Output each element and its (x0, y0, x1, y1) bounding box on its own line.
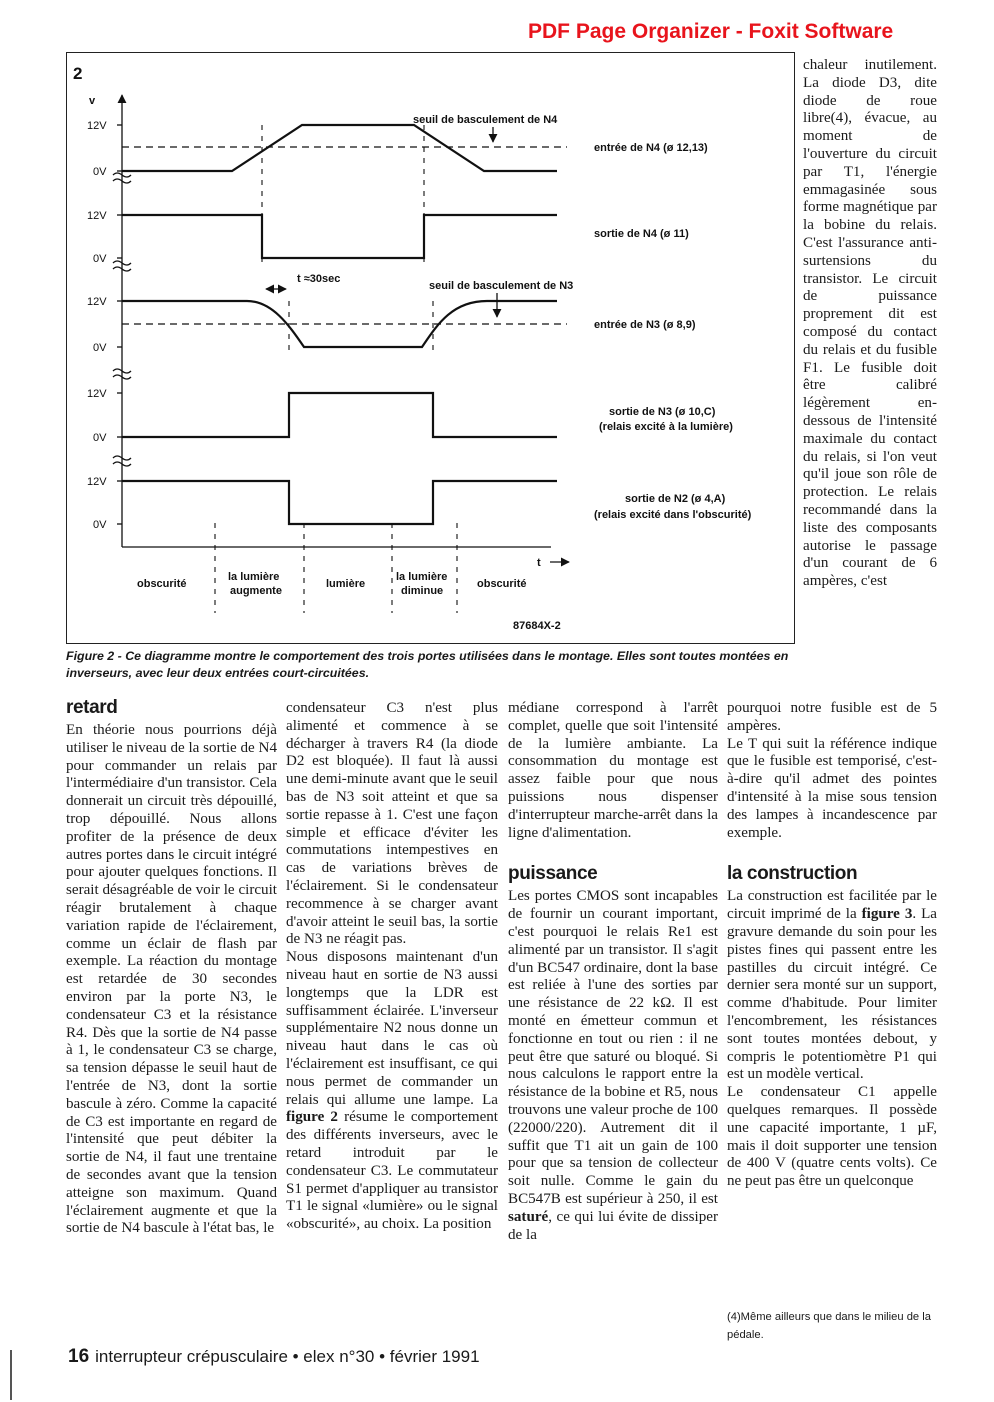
delay-label: t ≈30sec (297, 273, 341, 285)
phase-label-light-decreasing: la lumière (396, 571, 448, 583)
trace-sublabel-output-n2: (relais excité dans l'obscurité) (594, 509, 752, 521)
column-2 (286, 700, 498, 1234)
figure-caption: Figure 2 - Ce diagramme montre le comportement des trois portes utilisées dans le montage. Elles sont toutes montées en inverseurs, avec leur deux entrées court-circuitées. (66, 649, 789, 680)
paragraph: condensateur C3 n'est plus alimenté et commence à se décharger à travers R4 (la diode D2 est bloquée). Il faut là aussi une demi-minute avant que le seuil bas de N3 soit atteint et que sa sortie repasse à 1. C'est une façon simple et efficace d'éviter les commutations intempestives en cas de variations brèves de l'éclairement. Si le condensateur recommence à se charger avant d'avoir atteint le seuil bas, la sortie de N3 ne réagit pas. (286, 700, 498, 948)
threshold-n3-label: seuil de basculement de N3 (429, 280, 574, 292)
level-12v: 12V (87, 120, 107, 132)
paragraph: médiane correspond à l'arrêt complet, quelle que soit l'intensité de la lumière ambiante. La consommation du montage est assez faible pour que nous puissions nous dispenser d'interrupteur marche-arrêt dans la ligne d'alimentation. (508, 700, 718, 841)
column-1 (66, 696, 277, 1238)
figure-2-timing-diagram (66, 52, 795, 644)
phase-label-darkness: obscurité (477, 578, 527, 590)
figure-number: 2 (73, 64, 83, 83)
trace-input-n4 (122, 125, 557, 171)
paragraph: Le condensateur C1 appelle quelques remarques. Il possède une capacité importante, 1 µF, mais il doit supporter une tension de 400 V (quatre cents volts). Ce ne peut pas être un quelconque (727, 1084, 937, 1190)
trace-label-output-n3: sortie de N3 (ø 10,C) (609, 406, 716, 418)
level-12v: 12V (87, 476, 107, 488)
figure-reference-bold: figure 2 (286, 1109, 338, 1126)
level-0v: 0V (93, 519, 107, 531)
paragraph: Nous disposons maintenant d'un niveau haut en sortie de N3 aussi longtemps que la LDR est suffisamment éclairée. L'inverseur supplémentaire N2 nous donne un niveau haut dans le cas où l'éclairement est insuffisant, ce qui nous permet de commander un relais qui allume une lampe. La figure 2 résume le comportement des différents inverseurs, avec le retard introduit par le condensateur C3. Le commutateur S1 permet d'appliquer au transistor T1 le signal «lumière» ou le signal «obscurité», au choix. La position (286, 949, 499, 1233)
threshold-n4-label: seuil de basculement de N4 (413, 114, 558, 126)
column-4 (727, 700, 937, 1191)
paragraph: Les portes CMOS sont incapables de fournir un courant important, c'est pourquoi le relais Re1 est alimenté par un transistor. Il s'agit d'un BC547 ordinaire, dont la base est reliée à l'une des sorties par une résistance de 22 kΩ. Il est monté en émetteur commun et fonctionne en tout ou rien : il ne peut être que saturé ou bloqué. Si nous calculons le rapport entre la résistance de la bobine et R5, nous trouvons une valeur proche de 100 (22000/220). Autrement dit il suffit que T1 ait un gain de 100 pour que sa tension de collecteur soit nulle. Comme le gain du BC547B est supérieur à 250, il est saturé, ce qui lui évite de dissiper de la (508, 888, 718, 1243)
paragraph: chaleur inutilement. La diode D3, dite diode de roue libre(4), évacue, au moment de l'ouverture du circuit par T1, l'énergie emmagasinée sous forme magnétique par la bobine du relais. C'est l'assurance anti-surtensions du transistor. Le circuit de puissance proprement dit est composé du contact du relais et du fusible F1. Le fusible doit être calibré légèrement en-dessous de l'intensité maximale du contact du relais, si l'on veut qu'il joue son rôle de protection. Le relais recommandé dans la liste des composants autorise le passage d'un courant de 6 ampères, c'est (803, 57, 937, 590)
phase-label-light-increasing: la lumière (228, 571, 280, 583)
paragraph: En théorie nous pourrions déjà utiliser le niveau de la sortie de N4 pour commander un relais par l'intermédiaire d'un transistor. Cela donnerait un circuit très dépouillé, trop dépouillé. Nous allons profiter de la présence de deux autres portes dans le circuit intégré pour ajouter quelques fonctions. Il serait désagréable de voir le circuit réagir brutalement à chaque variation rapide de l'éclairement, comme un éclair de flash par exemple. La réaction du montage est retardée de 30 secondes environ par la porte N3, le condensateur C3 et la résistance R4. Dès que la sortie de N4 passe à 1, le condensateur C3 se charge, sa tension dépasse le seuil haut de l'entrée de N3, dont la sortie bascule à zéro. Comme la capacité de C3 est importante en regard de l'intensité que peut débiter la sortie de N4, il faut une trentaine de secondes avant que la tension atteigne son maximum. Quand l'éclairement augmente et que la sortie de N4 bascule à l'état bas, le (66, 722, 277, 1237)
watermark: PDF Page Organizer - Foxit Software (528, 20, 894, 43)
column-3 (508, 700, 718, 1244)
level-0v: 0V (93, 342, 107, 354)
trace-label-input-n3: entrée de N3 (ø 8,9) (594, 319, 696, 331)
figure-reference-bold: figure 3 (861, 906, 913, 923)
voltage-axis-label: v (89, 95, 96, 107)
paragraph: La construction est facilitée par le circuit imprimé de la figure 3. La gravure demande du soin pour les pistes fines qui passent entre les pastilles du circuit intégré. Ce dernier sera monté sur un support, comme d'habitude. Pour limiter l'encombrement, les résistances sont toutes montées debout, y compris le potentiomètre P1 qui est un modèle vertical. (727, 888, 938, 1083)
scan-edge-line (10, 1350, 12, 1400)
level-0v: 0V (93, 432, 107, 444)
trace-output-n2 (122, 481, 557, 524)
level-12v: 12V (87, 210, 107, 222)
level-0v: 0V (93, 166, 107, 178)
section-heading-construction: la construction (727, 863, 858, 885)
paragraph: Le T qui suit la référence indique que le fusible est temporisé, c'est-à-dire qu'il admet des pointes d'intensité à la mise sous tension des lampes à incandescence par exemple. (727, 735, 937, 841)
trace-sublabel-output-n3: (relais excité à la lumière) (599, 421, 733, 433)
level-12v: 12V (87, 388, 107, 400)
trace-output-n3 (122, 393, 557, 437)
timing-diagram-svg (67, 53, 794, 643)
time-axis-label: t (537, 557, 541, 569)
phase-label-darkness: obscurité (137, 578, 187, 590)
section-heading-retard: retard (66, 697, 118, 718)
phase-markers (215, 125, 457, 613)
level-12v: 12V (87, 296, 107, 308)
level-0v: 0V (93, 253, 107, 265)
footer-text: interrupteur crépusculaire • elex n°30 • février 1991 (95, 1347, 480, 1366)
trace-label-input-n4: entrée de N4 (ø 12,13) (594, 142, 708, 154)
paragraph: pourquoi notre fusible est de 5 ampères. (727, 700, 937, 734)
phase-label-light-increasing: augmente (230, 585, 282, 597)
footnote: (4)Même ailleurs que dans le milieu de la pédale. (727, 1311, 931, 1341)
right-column-top (803, 57, 937, 591)
level-labels (87, 120, 122, 531)
trace-output-n4 (122, 215, 557, 258)
trace-label-output-n4: sortie de N4 (ø 11) (594, 228, 689, 240)
page-number: 16 (68, 1346, 90, 1367)
phase-label-light-decreasing: diminue (401, 585, 444, 597)
section-heading-puissance: puissance (508, 863, 598, 885)
bold-term: saturé (508, 1208, 549, 1225)
figure-reference: 87684X-2 (513, 620, 561, 632)
phase-label-light: lumière (326, 578, 366, 590)
trace-label-output-n2: sortie de N2 (ø 4,A) (625, 493, 726, 505)
page-footer (68, 1346, 480, 1368)
